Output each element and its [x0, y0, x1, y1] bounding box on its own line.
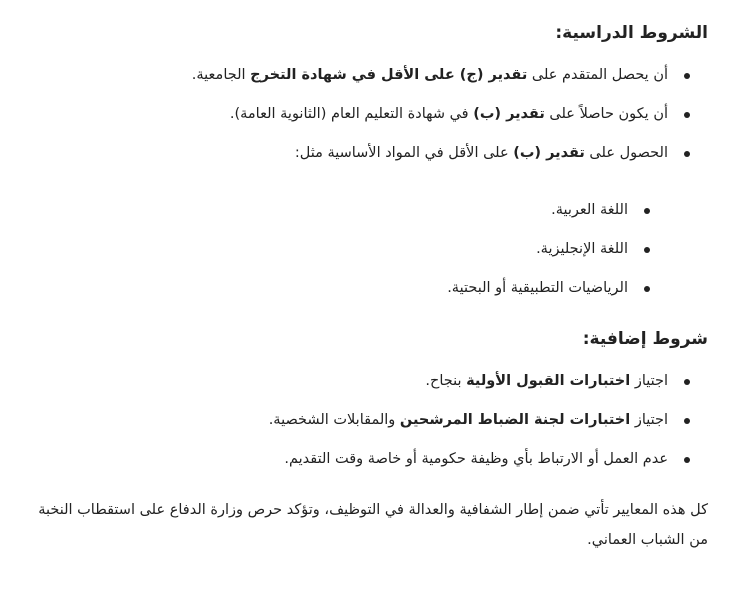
bullet-icon — [684, 379, 690, 385]
bullet-icon — [684, 457, 690, 463]
subject-item — [22, 230, 708, 269]
item-emphasis: اختبارات لجنة الضباط المرشحين — [399, 412, 631, 428]
additional-conditions-list — [22, 362, 708, 479]
item-emphasis: تقدير (ب) — [473, 106, 545, 122]
additional-conditions-heading: شروط إضافية: — [582, 329, 708, 349]
list-item — [22, 56, 708, 95]
bullet-icon — [684, 112, 690, 118]
item-text: الحصول على — [584, 145, 668, 161]
academic-conditions-heading: الشروط الدراسية: — [555, 23, 708, 43]
list-item — [22, 401, 708, 440]
item-text: عدم العمل أو الارتباط بأي وظيفة حكومية أو خاصة وقت التقديم. — [284, 451, 668, 467]
list-item — [22, 134, 708, 173]
item-text: اجتياز — [630, 412, 668, 428]
subject-item — [22, 269, 708, 308]
core-subjects-list — [22, 191, 708, 308]
bullet-icon — [684, 73, 690, 79]
item-text: أن يحصل المتقدم على — [527, 67, 668, 83]
item-text: أن يكون حاصلاً على — [544, 106, 668, 122]
closing-paragraph: كل هذه المعايير تأتي ضمن إطار الشفافية والعدالة في التوظيف، وتؤكد حرص وزارة الدفاع على استقطاب النخبة من الشباب العماني. — [38, 502, 708, 548]
list-item — [22, 95, 708, 134]
academic-conditions-list — [22, 56, 708, 173]
subject-text: اللغة العربية. — [551, 202, 628, 218]
item-text: والمقابلات الشخصية. — [268, 412, 400, 428]
item-emphasis: اختبارات القبول الأولية — [466, 373, 631, 389]
bullet-icon — [684, 418, 690, 424]
item-emphasis: تقدير (ب) — [513, 145, 585, 161]
bullet-icon — [644, 247, 650, 253]
item-text: اجتياز — [630, 373, 668, 389]
item-text: بنجاح. — [425, 373, 467, 389]
item-text: الجامعية. — [191, 67, 251, 83]
subject-text: الرياضيات التطبيقية أو البحتية. — [447, 280, 628, 296]
item-emphasis: تقدير (ج) على الأقل في شهادة التخرج — [250, 67, 528, 83]
subject-text: اللغة الإنجليزية. — [536, 241, 628, 257]
item-text: على الأقل في المواد الأساسية مثل: — [294, 145, 514, 161]
item-text: في شهادة التعليم العام (الثانوية العامة). — [229, 106, 474, 122]
list-item — [22, 362, 708, 401]
subject-item — [22, 191, 708, 230]
bullet-icon — [644, 208, 650, 214]
list-item — [22, 440, 708, 479]
bullet-icon — [644, 286, 650, 292]
bullet-icon — [684, 151, 690, 157]
